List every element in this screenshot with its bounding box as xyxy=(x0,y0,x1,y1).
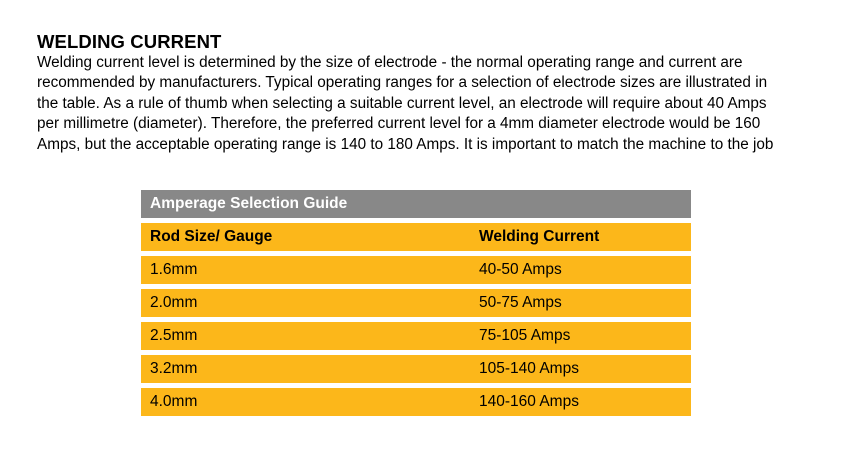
column-header-welding-current: Welding Current xyxy=(479,228,600,245)
table-row xyxy=(141,289,691,317)
rod-size-cell: 2.5mm xyxy=(150,327,198,344)
table-header-row xyxy=(141,223,691,251)
rod-size-cell: 2.0mm xyxy=(150,294,198,311)
body-paragraph xyxy=(37,53,849,155)
section-heading: WELDING CURRENT xyxy=(37,31,222,52)
welding-current-cell: 105-140 Amps xyxy=(479,360,579,377)
rod-size-cell: 4.0mm xyxy=(150,393,198,410)
welding-current-cell: 140-160 Amps xyxy=(479,393,579,410)
body-line: recommended by manufacturers. Typical operating ranges for a selection of electrode sizes are illustrated in xyxy=(37,74,768,92)
body-line: per millimetre (diameter). Therefore, the preferred current level for a 4mm diameter electrode would be 160 xyxy=(37,115,761,133)
welding-current-cell: 75-105 Amps xyxy=(479,327,571,344)
table-row xyxy=(141,355,691,383)
rod-size-cell: 3.2mm xyxy=(150,360,198,377)
welding-current-cell: 40-50 Amps xyxy=(479,261,562,278)
welding-current-cell: 50-75 Amps xyxy=(479,294,562,311)
table-row xyxy=(141,322,691,350)
table-row xyxy=(141,388,691,416)
body-line: Amps, but the acceptable operating range is 140 to 180 Amps. It is important to match the machine to the job xyxy=(37,135,774,153)
column-header-rod-size: Rod Size/ Gauge xyxy=(150,228,273,245)
table-title: Amperage Selection Guide xyxy=(141,190,691,218)
amperage-selection-table xyxy=(141,190,691,416)
rod-size-cell: 1.6mm xyxy=(150,261,198,278)
table-row xyxy=(141,256,691,284)
body-line: the table. As a rule of thumb when selecting a suitable current level, an electrode will require about 40 Amps xyxy=(37,94,767,112)
body-line: Welding current level is determined by the size of electrode - the normal operating range and current are xyxy=(37,54,743,71)
